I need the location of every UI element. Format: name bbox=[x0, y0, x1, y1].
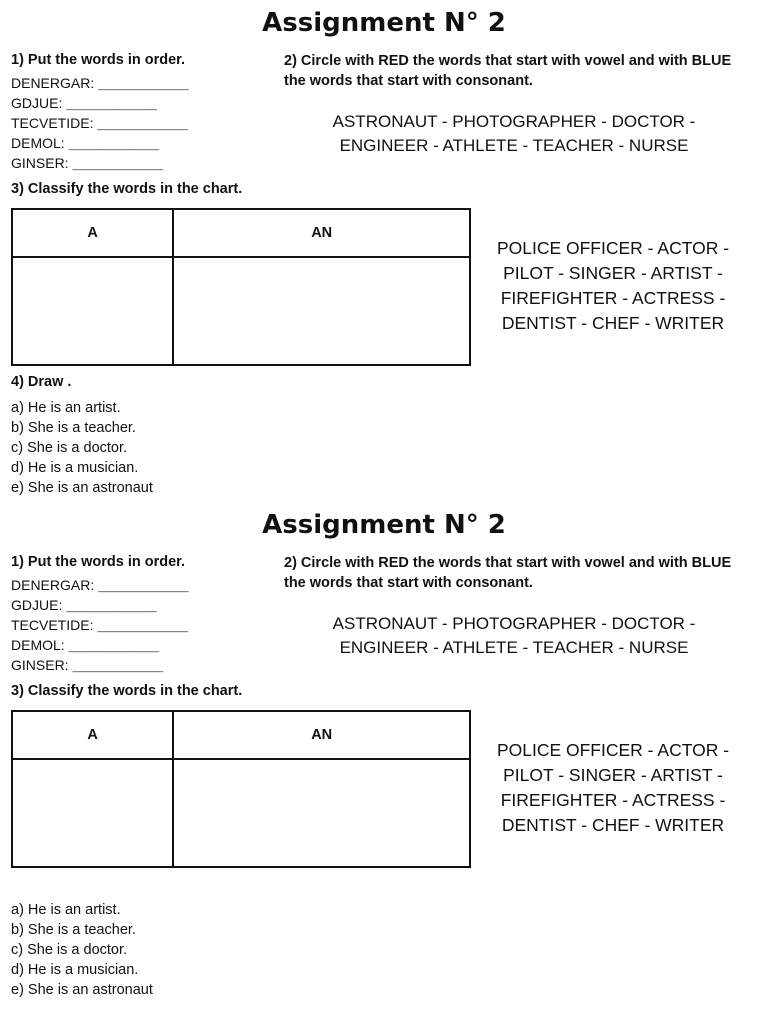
scrambled-word: GDJUE: bbox=[11, 95, 63, 111]
circle-word-bank bbox=[284, 612, 744, 660]
chart-cell-a[interactable] bbox=[12, 257, 173, 365]
word-bank-line: ENGINEER - ATHLETE - TEACHER - NURSE bbox=[339, 638, 689, 657]
list-item bbox=[11, 154, 188, 174]
word-bank-line: DENTIST - CHEF - WRITER bbox=[501, 313, 725, 333]
word-bank-line: POLICE OFFICER - ACTOR - bbox=[496, 238, 730, 258]
word-bank-line: FIREFIGHTER - ACTRESS - bbox=[500, 790, 726, 810]
list-item bbox=[11, 74, 188, 94]
classification-chart bbox=[11, 208, 471, 366]
word-bank-line: PILOT - SINGER - ARTIST - bbox=[503, 263, 723, 283]
word-bank-line: PILOT - SINGER - ARTIST - bbox=[503, 765, 723, 785]
list-item bbox=[11, 134, 188, 154]
list-item: c) She is a doctor. bbox=[11, 942, 128, 958]
answer-blank: ____________________ bbox=[68, 642, 159, 652]
list-item: c) She is a doctor. bbox=[11, 440, 128, 456]
list-item: d) He is a musician. bbox=[11, 460, 139, 476]
question-1-heading: 1) Put the words in order. bbox=[11, 554, 186, 570]
question-2-heading: 2) Circle with RED the words that start with vowel and with BLUE the words that start with consonant. bbox=[284, 555, 732, 591]
scrambled-word: GINSER: bbox=[11, 657, 69, 673]
page-title: Assignment N° 2 bbox=[262, 510, 506, 540]
classification-chart bbox=[11, 710, 471, 868]
word-order-list bbox=[11, 576, 188, 676]
list-item: a) He is an artist. bbox=[11, 400, 121, 416]
list-item bbox=[11, 636, 188, 656]
chart-cell-an[interactable] bbox=[173, 257, 470, 365]
chart-cell-an[interactable] bbox=[173, 759, 470, 867]
answer-blank: ____________________ bbox=[97, 622, 188, 632]
list-item bbox=[11, 596, 188, 616]
circle-word-bank bbox=[284, 110, 744, 158]
question-3-heading: 3) Classify the words in the chart. bbox=[11, 181, 243, 197]
list-item: a) He is an artist. bbox=[11, 902, 121, 918]
word-order-list bbox=[11, 74, 188, 174]
scrambled-word: GINSER: bbox=[11, 155, 69, 171]
word-bank-line: ENGINEER - ATHLETE - TEACHER - NURSE bbox=[339, 136, 689, 155]
chart-cell-a[interactable] bbox=[12, 759, 173, 867]
assignment-sheet-1 bbox=[0, 0, 768, 502]
word-bank-line: FIREFIGHTER - ACTRESS - bbox=[500, 288, 726, 308]
list-item: e) She is an astronaut bbox=[11, 982, 153, 998]
list-item: d) He is a musician. bbox=[11, 962, 139, 978]
scrambled-word: DENERGAR: bbox=[11, 75, 95, 91]
question-2-heading: 2) Circle with RED the words that start with vowel and with BLUE the words that start with consonant. bbox=[284, 53, 732, 89]
answer-blank: ____________________ bbox=[72, 662, 163, 672]
question-1-heading: 1) Put the words in order. bbox=[11, 52, 186, 68]
answer-blank: ____________________ bbox=[68, 140, 159, 150]
question-3-heading: 3) Classify the words in the chart. bbox=[11, 683, 243, 699]
scrambled-word: TECVETIDE: bbox=[11, 617, 94, 633]
scrambled-word: DEMOL: bbox=[11, 135, 65, 151]
page-title: Assignment N° 2 bbox=[262, 8, 506, 38]
word-bank-line: ASTRONAUT - PHOTOGRAPHER - DOCTOR - bbox=[332, 112, 696, 131]
chart-header-a: A bbox=[12, 711, 173, 759]
answer-blank: ____________________ bbox=[98, 582, 189, 592]
list-item: b) She is a teacher. bbox=[11, 420, 136, 436]
chart-header-an: AN bbox=[173, 711, 470, 759]
list-item bbox=[11, 656, 188, 676]
answer-blank: ____________________ bbox=[72, 160, 163, 170]
draw-sentence-list bbox=[11, 398, 153, 498]
answer-blank: ____________________ bbox=[97, 120, 188, 130]
word-bank-line: POLICE OFFICER - ACTOR - bbox=[496, 740, 730, 760]
scrambled-word: TECVETIDE: bbox=[11, 115, 94, 131]
chart-header-an: AN bbox=[173, 209, 470, 257]
answer-blank: ____________________ bbox=[98, 80, 189, 90]
list-item bbox=[11, 114, 188, 134]
draw-sentence-list bbox=[11, 900, 153, 1000]
list-item bbox=[11, 576, 188, 596]
classify-word-bank bbox=[488, 236, 738, 336]
chart-header-a: A bbox=[12, 209, 173, 257]
scrambled-word: GDJUE: bbox=[11, 597, 63, 613]
word-bank-line: DENTIST - CHEF - WRITER bbox=[501, 815, 725, 835]
list-item bbox=[11, 616, 188, 636]
answer-blank: ____________________ bbox=[66, 100, 157, 110]
answer-blank: ____________________ bbox=[66, 602, 157, 612]
list-item bbox=[11, 94, 188, 114]
question-4-heading: 4) Draw . bbox=[11, 374, 72, 390]
scrambled-word: DENERGAR: bbox=[11, 577, 95, 593]
assignment-sheet-2 bbox=[0, 502, 768, 1004]
list-item: e) She is an astronaut bbox=[11, 480, 153, 496]
word-bank-line: ASTRONAUT - PHOTOGRAPHER - DOCTOR - bbox=[332, 614, 696, 633]
list-item: b) She is a teacher. bbox=[11, 922, 136, 938]
classify-word-bank bbox=[488, 738, 738, 838]
scrambled-word: DEMOL: bbox=[11, 637, 65, 653]
